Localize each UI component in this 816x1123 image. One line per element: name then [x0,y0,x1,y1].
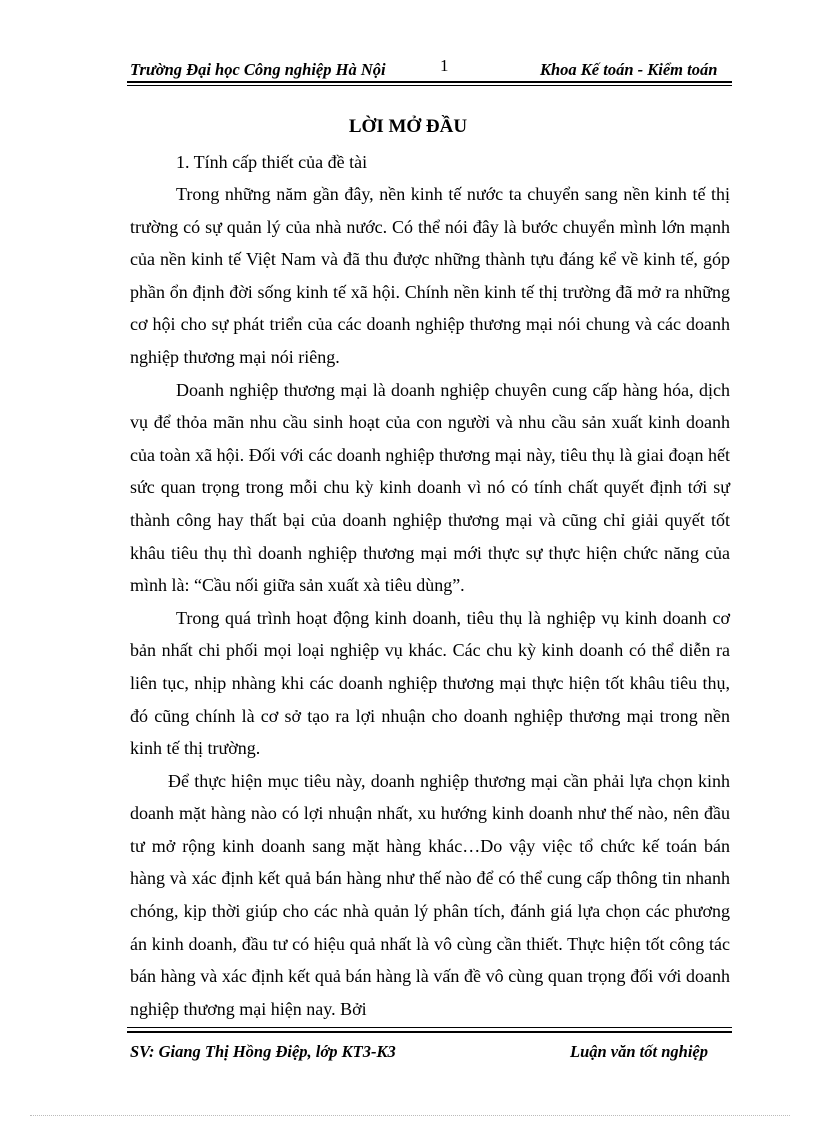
footer-thesis-label: Luận văn tốt nghiệp [570,1042,708,1061]
page-number: 1 [440,56,449,75]
paragraph: Doanh nghiệp thương mại là doanh nghiệp chuyên cung cấp hàng hóa, dịch vụ để thỏa mãn nhu cầu sinh hoạt của con người và nhu cầu sản xuất kinh doanh của toàn xã hội. Đối với các doanh nghiệp thương mại này, tiêu thụ là giai đoạn hết sức quan trọng trong mỗi chu kỳ kinh doanh vì nó có tính chất quyết định tới sự thành công hay thất bại của doanh nghiệp thương mại và cũng chỉ giải quyết tốt khâu tiêu thụ thì doanh nghiệp thương mại mới thực sự thực hiện chức năng của mình là: “Cầu nối giữa sản xuất xà tiêu dùng”. [130,379,730,596]
paragraph: Trong quá trình hoạt động kinh doanh, tiêu thụ là nghiệp vụ kinh doanh cơ bản nhất chi phối mọi loại nghiệp vụ khác. Các chu kỳ kinh doanh có thể diễn ra liên tục, nhịp nhàng khi các doanh nghiệp thương mại thực hiện tốt khâu tiêu thụ, đó cũng chính là cơ sở tạo ra lợi nhuận cho doanh nghiệp thương mại trong nền kinh tế thị trường. [130,607,730,759]
page-title: LỜI MỞ ĐẦU [348,116,468,137]
footer-rule-thick [127,1031,732,1033]
footer-student: SV: Giang Thị Hồng Điệp, lớp KT3-K3 [130,1042,396,1061]
footer-rule-thin [127,1027,732,1028]
body-text [130,178,730,1025]
paragraph: Trong những năm gần đây, nền kinh tế nước ta chuyển sang nền kinh tế thị trường có sự quản lý của nhà nước. Có thể nói đây là bước chuyển mình lớn mạnh của nền kinh tế Việt Nam và đã thu được những thành tựu đáng kể về kinh tế, góp phần ổn định đời sống kinh tế xã hội. Chính nền kinh tế thị trường đã mở ra những cơ hội cho sự phát triển của các doanh nghiệp thương mại nói chung và các doanh nghiệp thương mại nói riêng. [130,184,730,367]
paragraph: Để thực hiện mục tiêu này, doanh nghiệp thương mại cần phải lựa chọn kinh doanh mặt hàng nào có lợi nhuận nhất, xu hướng kinh doanh như thế nào, nên đầu tư mở rộng kinh doanh sang mặt hàng khác…Do vậy việc tổ chức kế toán bán hàng và xác định kết quả bán hàng như thế nào để có thể cung cấp thông tin nhanh chóng, kịp thời giúp cho các nhà quản lý phân tích, đánh giá lựa chọn các phương án kinh doanh, đầu tư có hiệu quả nhất là vô cùng cần thiết. Thực hiện tốt công tác bán hàng và xác định kết quả bán hàng là vấn đề vô cùng quan trọng đối với doanh nghiệp thương mại hiện nay. Bởi [130,770,730,1019]
section-heading: 1. Tính cấp thiết của đề tài [176,152,368,172]
page-break-divider [30,1115,790,1116]
header-rule-thick [127,81,732,83]
header-faculty: Khoa Kế toán - Kiểm toán [540,60,718,79]
header-school: Trường Đại học Công nghiệp Hà Nội [130,60,386,79]
header-rule-thin [127,85,732,86]
